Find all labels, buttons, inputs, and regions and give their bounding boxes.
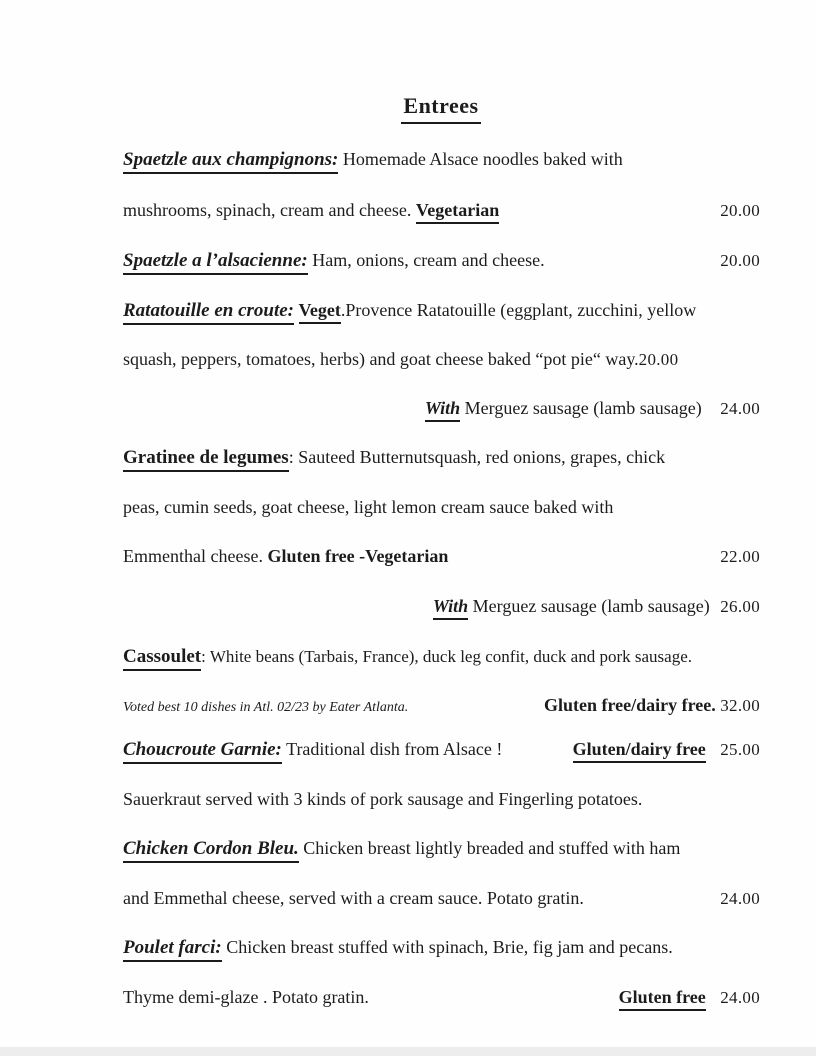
dish-name: Spaetzle aux champignons: <box>123 149 338 174</box>
dish-ratatouille-line2 <box>123 346 760 373</box>
dish-name: Gratinee de legumes <box>123 447 289 472</box>
dish-description: mushrooms, spinach, cream and cheese. <box>123 200 412 220</box>
dish-price: 24.00 <box>720 988 760 1007</box>
dietary-tag: Gluten free -Vegetarian <box>267 546 449 566</box>
section-heading <box>0 93 816 124</box>
dish-description: Ham, onions, cream and cheese. <box>312 250 545 270</box>
dish-description-group <box>123 736 502 763</box>
dish-cordon-bleu-line1 <box>123 835 760 862</box>
dish-description: Sauerkraut served with 3 kinds of pork sausage and Fingerling potatoes. <box>123 789 643 809</box>
dish-ratatouille-line1 <box>123 297 760 324</box>
dish-poulet-farci-line2 <box>123 984 760 1011</box>
dish-name: Chicken Cordon Bleu. <box>123 838 299 863</box>
dish-description: Thyme demi-glaze . Potato gratin. <box>123 987 369 1007</box>
dish-description: Traditional dish from Alsace ! <box>286 739 503 759</box>
dish-description: squash, peppers, tomatoes, herbs) and goat cheese baked “pot pie“ way. <box>123 349 639 369</box>
dish-price: 20.00 <box>638 350 679 369</box>
dish-description: Homemade Alsace noodles baked with <box>342 149 623 169</box>
dish-choucroute-line2 <box>123 786 760 812</box>
addon-price: 24.00 <box>720 399 760 418</box>
dish-name: Choucroute Garnie: <box>123 739 282 764</box>
dish-name-colon: : <box>201 647 206 666</box>
award-note: Voted best 10 dishes in Atl. 02/23 by Eater Atlanta. <box>123 700 409 715</box>
addon-with-label: With <box>433 596 468 620</box>
dish-description-group <box>123 247 545 274</box>
dish-description: Chicken breast stuffed with spinach, Brie, fig jam and pecans. <box>226 937 673 957</box>
addon-with-label: With <box>425 398 460 422</box>
dish-description: and Emmethal cheese, served with a cream sauce. Potato gratin. <box>123 888 584 908</box>
dietary-tag: Veget <box>299 300 341 324</box>
dish-spaetzle-alsacienne-line <box>123 247 760 274</box>
dish-ratatouille-addon-line <box>123 395 760 422</box>
dish-gratinee-line2 <box>123 494 760 520</box>
dish-description: Chicken breast lightly breaded and stuffed with ham <box>303 838 681 858</box>
dish-gratinee-line3 <box>123 543 760 570</box>
dish-name-group <box>123 447 294 467</box>
dish-description-group <box>123 197 499 223</box>
dish-name: Ratatouille en croute: <box>123 300 294 325</box>
dish-price: 24.00 <box>720 889 760 908</box>
dish-description: Provence Ratatouille (eggplant, zucchini, yellow <box>345 300 697 320</box>
addon-text: Merguez sausage (lamb sausage) <box>464 398 702 418</box>
dish-name: Cassoulet <box>123 646 201 671</box>
dish-name: Spaetzle a l’alsacienne: <box>123 250 308 275</box>
section-title: Entrees <box>401 93 480 124</box>
dish-description: White beans (Tarbais, France), duck leg confit, duck and pork sausage. <box>209 647 693 666</box>
dish-cordon-bleu-line2 <box>123 885 760 912</box>
dish-name-colon: : <box>288 447 294 467</box>
dish-cassoulet-line1 <box>123 644 760 670</box>
dish-name: Poulet farci: <box>123 937 222 962</box>
dish-price: 32.00 <box>720 696 760 715</box>
dish-description: Emmenthal cheese. <box>123 546 263 566</box>
dish-choucroute-line1 <box>123 736 760 763</box>
dish-description: Sauteed Butternutsquash, red onions, grapes, chick <box>298 447 666 467</box>
dish-price: 25.00 <box>720 740 760 759</box>
dish-poulet-farci-line1 <box>123 934 760 961</box>
dish-spaetzle-champignons-line2 <box>123 197 760 224</box>
addon-price: 26.00 <box>720 597 760 616</box>
scan-edge-artifact <box>0 1047 816 1056</box>
dish-gratinee-line1 <box>123 444 760 471</box>
dish-description-group <box>123 543 448 569</box>
dish-spaetzle-champignons-line1 <box>123 146 760 173</box>
dish-description: peas, cumin seeds, goat cheese, light lemon cream sauce baked with <box>123 497 614 517</box>
dish-price: 20.00 <box>720 251 760 270</box>
dietary-tag: Gluten free <box>619 987 706 1011</box>
tag-price-group <box>544 692 760 719</box>
dish-cassoulet-line2 <box>123 692 760 721</box>
dish-price: 22.00 <box>720 547 760 566</box>
tag-group <box>299 300 697 324</box>
tag-price-group <box>573 736 760 763</box>
tag-period: . <box>340 300 346 320</box>
dish-gratinee-addon-line <box>123 593 760 620</box>
tag-price-group <box>619 984 760 1011</box>
dietary-tag: Gluten/dairy free <box>573 739 706 763</box>
dish-name-group <box>123 647 206 666</box>
dietary-tag: Gluten free/dairy free. <box>543 695 716 715</box>
dish-price: 20.00 <box>720 201 760 220</box>
addon-text: Merguez sausage (lamb sausage) <box>472 596 710 616</box>
dietary-tag: Vegetarian <box>416 200 499 224</box>
